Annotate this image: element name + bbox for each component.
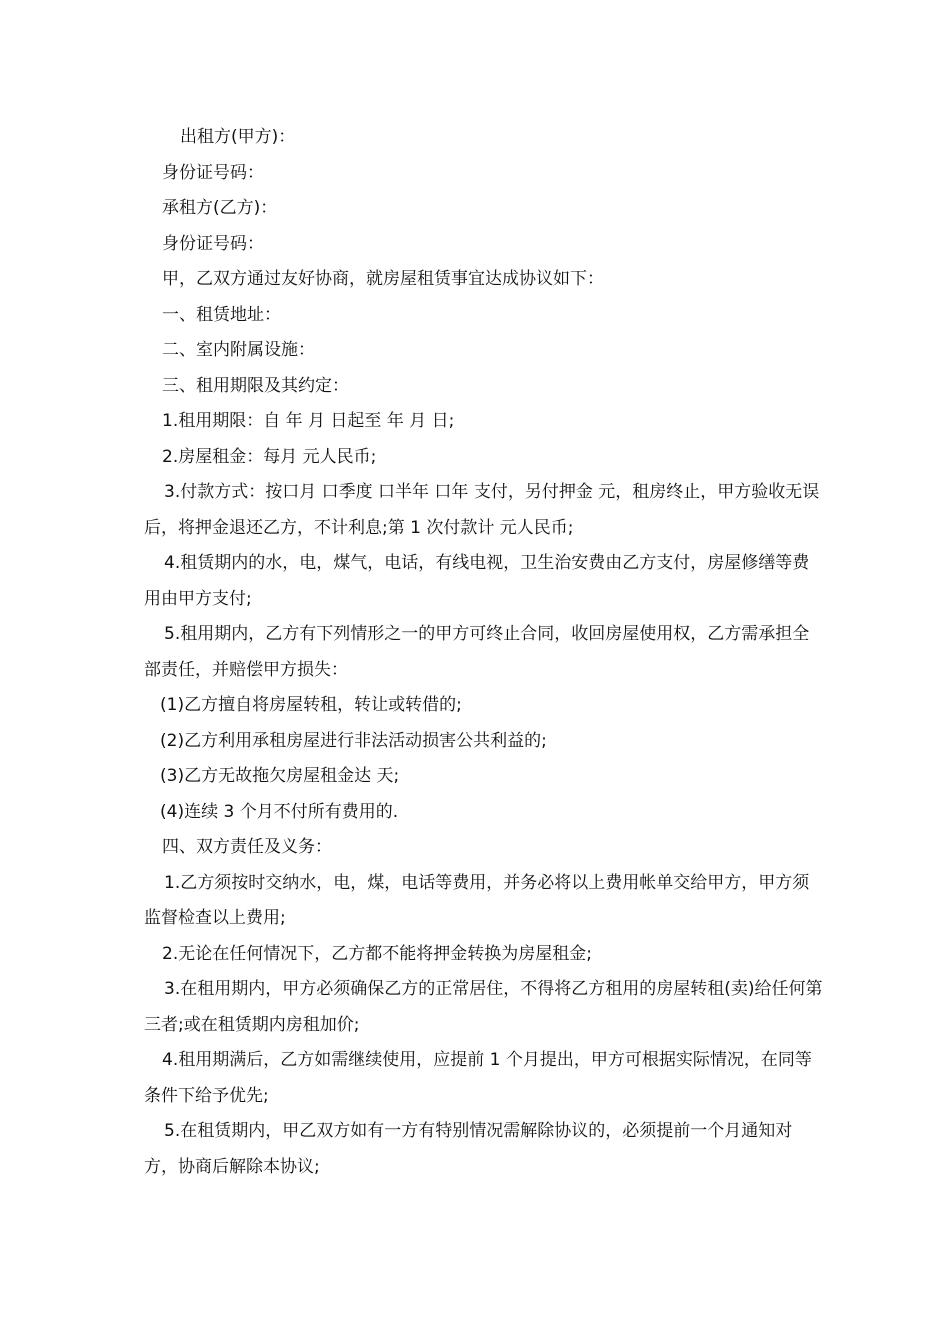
clause-3-3: 3.付款方式：按口月 口季度 口半年 口年 支付，另付押金 元，租房终止，甲方验收无误后，将押金退还乙方，不计利息;第 1 次付款计 元人民币; — [144, 482, 820, 538]
clause-3-1: 1.租用期限：自 年 月 日起至 年 月 日; — [162, 411, 455, 431]
section-1-heading: 一、租赁地址： — [162, 304, 281, 325]
clause-4-4: 4.租用期满后，乙方如需继续使用，应提前 1 个月提出，甲方可根据实际情况，在同等条件下给予优先; — [144, 1050, 812, 1106]
clause-3-5: 5.租用期内，乙方有下列情形之一的甲方可终止合同，收回房屋使用权，乙方需承担全部责任，并赔偿甲方损失： — [144, 624, 810, 680]
sub-clause-4: (4)连续 3 个月不付所有费用的. — [160, 801, 399, 822]
sub-clause-3: (3)乙方无故拖欠房屋租金达 天; — [160, 766, 400, 786]
section-3-heading: 三、租用期限及其约定： — [162, 375, 349, 396]
lessor-line: 出租方(甲方)： — [180, 127, 296, 147]
clause-3-2: 2.房屋租金：每月 元人民币; — [162, 446, 377, 467]
clause-4-5: 5.在租赁期内，甲乙双方如有一方有特别情况需解除协议的，必须提前一个月通知对方，协商后解除本协议; — [144, 1121, 793, 1177]
lessee-line: 承租方(乙方)： — [162, 198, 278, 218]
lessor-id-line: 身份证号码： — [162, 162, 264, 183]
clause-3-4: 4.租赁期内的水，电，煤气，电话，有线电视，卫生治安费由乙方支付，房屋修缮等费用由甲方支付; — [144, 553, 810, 609]
intro-paragraph: 甲，乙双方通过友好协商，就房屋租赁事宜达成协议如下： — [162, 269, 604, 289]
section-4-heading: 四、双方责任及义务： — [162, 837, 332, 857]
clause-4-2: 2.无论在任何情况下，乙方都不能将押金转换为房屋租金; — [162, 943, 592, 964]
lessee-id-line: 身份证号码： — [162, 233, 264, 254]
document-page — [144, 120, 824, 1185]
clause-4-3: 3.在租用期内，甲方必须确保乙方的正常居住，不得将乙方租用的房屋转租(卖)给任何第三者;或在租赁期内房租加价; — [144, 979, 823, 1035]
section-2-heading: 二、室内附属设施： — [162, 340, 315, 360]
sub-clause-2: (2)乙方利用承租房屋进行非法活动损害公共利益的; — [160, 730, 547, 751]
sub-clause-1: (1)乙方擅自将房屋转租，转让或转借的; — [160, 695, 462, 715]
clause-4-1: 1.乙方须按时交纳水，电，煤，电话等费用，并务必将以上费用帐单交给甲方，甲方须监督检查以上费用; — [144, 872, 810, 928]
